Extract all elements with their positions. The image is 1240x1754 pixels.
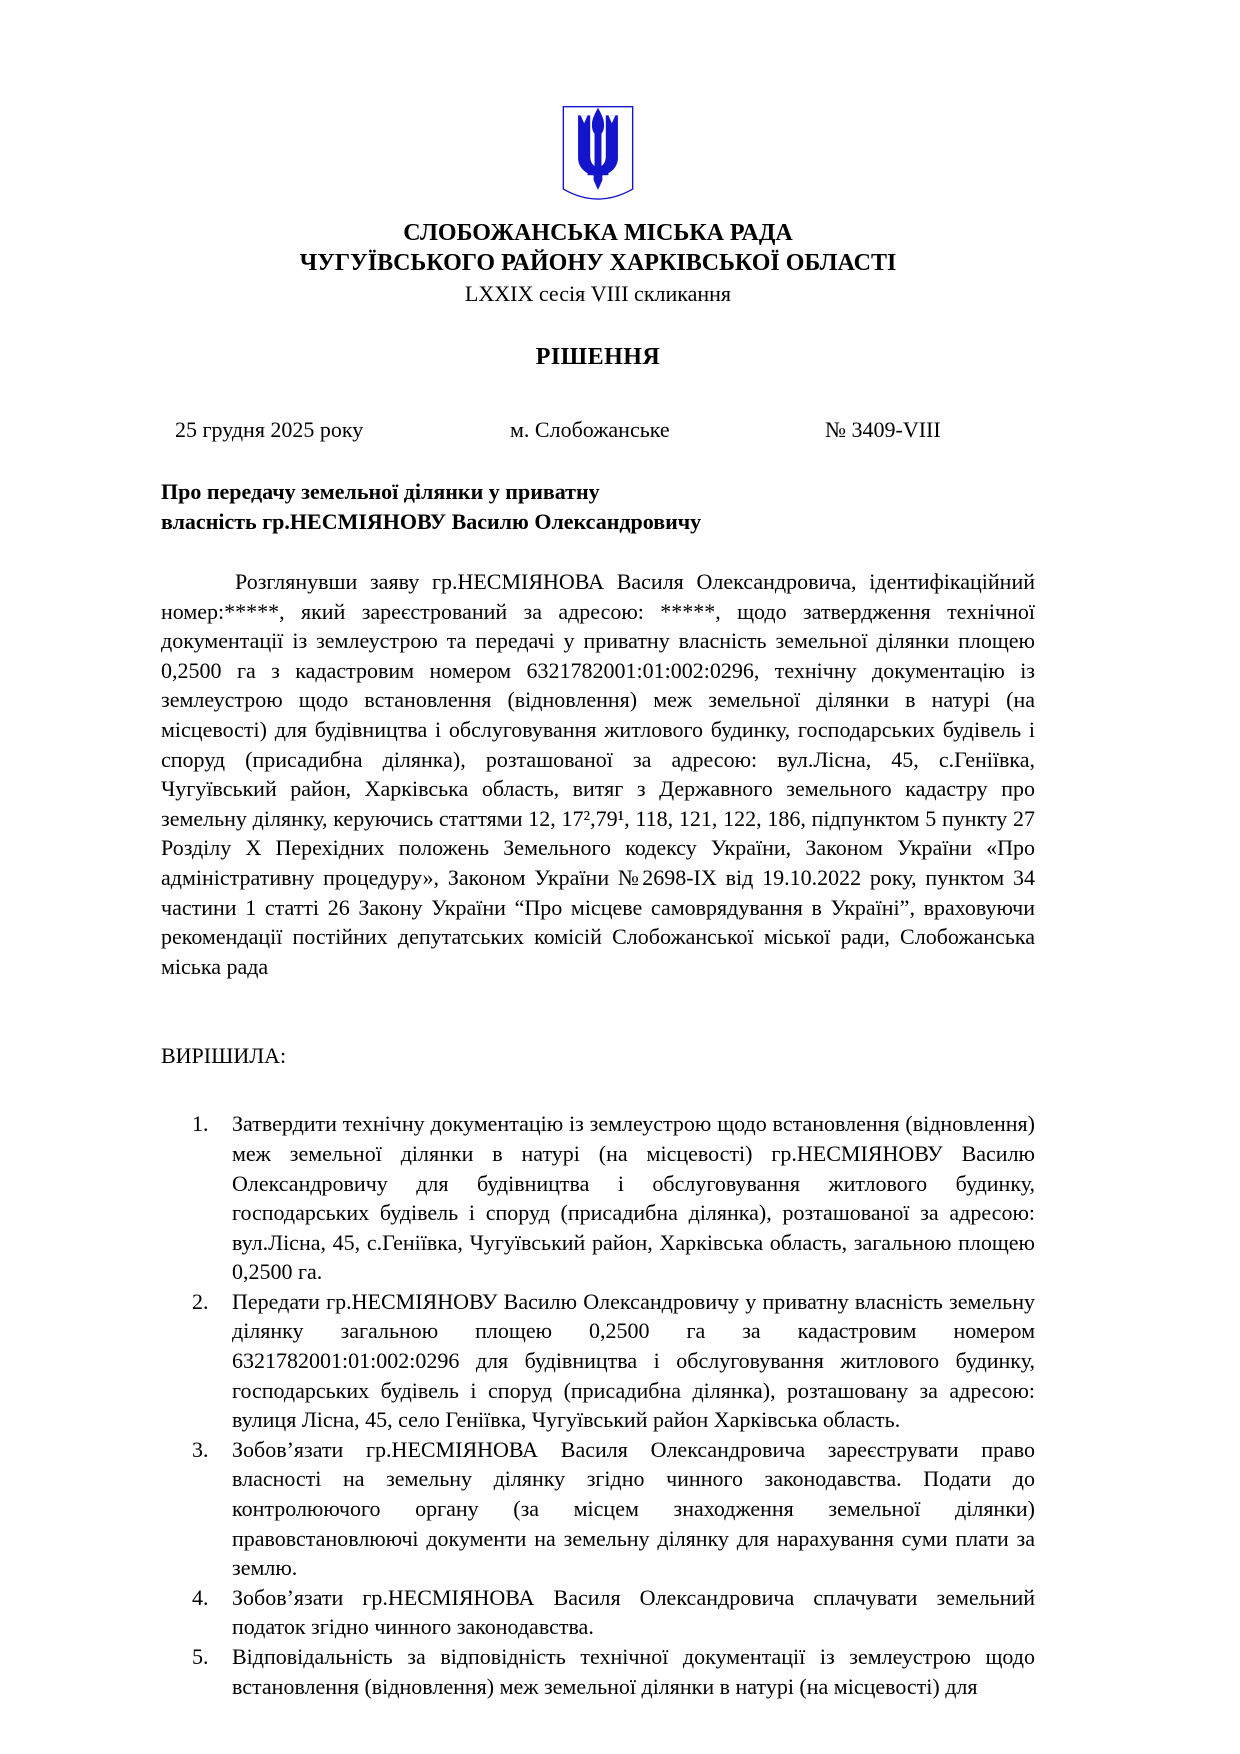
list-item: [161, 1435, 1035, 1583]
list-item-text: Передати гр.НЕСМІЯНОВУ Василю Олександровичу у приватну власність земельну ділянку загальною площею 0,2500 га за кадастровим номером 6321782001:01:002:0296 для будівництва і обслуговування житлового будинку, господарських будівель і споруд (присадибна ділянка), розташовану за адресою: вулиця Лісна, 45, село Геніївка, Чугуївський район Харківська область.: [232, 1288, 1035, 1433]
list-item: [161, 1642, 1035, 1701]
list-item-number: 3.: [192, 1436, 209, 1462]
list-item: [161, 1287, 1035, 1435]
list-item-number: 5.: [192, 1644, 209, 1669]
preamble-paragraph: Розглянувши заяву гр.НЕСМІЯНОВА Василя Олександровича, ідентифікаційний номер:*****, який зареєстрований за адресою: *****, щодо затвердження технічної документації із землеустрою та передачі у приватну власність земельної ділянки площею 0,2500 га з кадастровим номером 6321782001:01:002:0296, технічну документацію із землеустрою щодо встановлення (відновлення) меж земельної ділянки в натурі (на місцевості) для будівництва і обслуговування житлового будинку, господарських будівель і споруд (присадибна ділянка), розташованої за адресою: вул.Лісна, 45, с.Геніївка, Чугуївський район, Харківська область, витяг з Державного земельного кадастру про земельну ділянку, керуючись статтями 12, 17²,79¹, 118, 121, 122, 186, підпунктом 5 пункту 27 Розділу X Перехідних положень Земельного кодексу України, Законом України «Про адміністративну процедуру», Законом України №2698-ІХ від 19.10.2022 року, пунктом 34 частини 1 статті 26 Закону України “Про місцеве самоврядування в Україні”, враховуючи рекомендації постійних депутатських комісій Слобожанської міської ради, Слобожанська міська рада: [161, 569, 1035, 979]
list-item-text: Затвердити технічну документацію із землеустрою щодо встановлення (відновлення) меж земельної ділянки в натурі (на місцевості) гр.НЕСМІЯНОВУ Василю Олександровичу для будівництва і обслуговування житлового будинку, господарських будівель і споруд (присадибна ділянка), розташованої за адресою: вул.Лісна, 45, с.Геніївка, Чугуївський район, Харківська область, загальною площею 0,2500 га.: [232, 1111, 1035, 1285]
ukraine-trident-emblem-icon: [559, 104, 637, 210]
council-name: СЛОБОЖАНСЬКА МІСЬКА РАДА: [403, 220, 793, 246]
list-item: [161, 1583, 1035, 1642]
list-item-text: Зобов’язати гр.НЕСМІЯНОВА Василя Олександровича зареєструвати право власності на земельну ділянку згідно чинного законодавства. Подати до контролюючого органу (за місцем знаходження земельної ділянки) правовстановлюючі документи на земельну ділянку для нарахування суми плати за землю.: [232, 1436, 1035, 1581]
list-item-number: 1.: [192, 1111, 209, 1137]
document-type-title: РІШЕННЯ: [535, 344, 661, 370]
decision-list: [161, 1109, 1035, 1701]
list-item-number: 2.: [192, 1288, 209, 1314]
document-page: [161, 0, 1035, 1701]
list-item: [161, 1109, 1035, 1287]
document-place: м. Слобожанське: [510, 417, 670, 442]
district-region-line: ЧУГУЇВСЬКОГО РАЙОНУ ХАРКІВСЬКОЇ ОБЛАСТІ: [299, 250, 897, 276]
list-item-number: 4.: [192, 1584, 209, 1610]
list-item-text: Зобов’язати гр.НЕСМІЯНОВА Василя Олександровича сплачувати земельний податок згідно чинного законодавства.: [232, 1584, 1035, 1640]
subject-line-2: власність гр.НЕСМІЯНОВУ Василю Олександровичу: [161, 509, 702, 534]
document-date: 25 грудня 2025 року: [175, 417, 364, 442]
resolved-label: ВИРІШИЛА:: [161, 1043, 287, 1069]
list-item-text: Відповідальність за відповідність технічної документації із землеустрою щодо встановлення (відновлення) меж земельної ділянки в натурі (на місцевості) для: [232, 1644, 1035, 1699]
subject-heading: [161, 477, 1035, 537]
document-number: № 3409-VIII: [825, 417, 941, 442]
subject-line-1: Про передачу земельної ділянки у приватну: [161, 479, 600, 504]
meta-row: [161, 417, 1035, 447]
session-line: LXXIX сесія VIII скликання: [464, 281, 732, 306]
